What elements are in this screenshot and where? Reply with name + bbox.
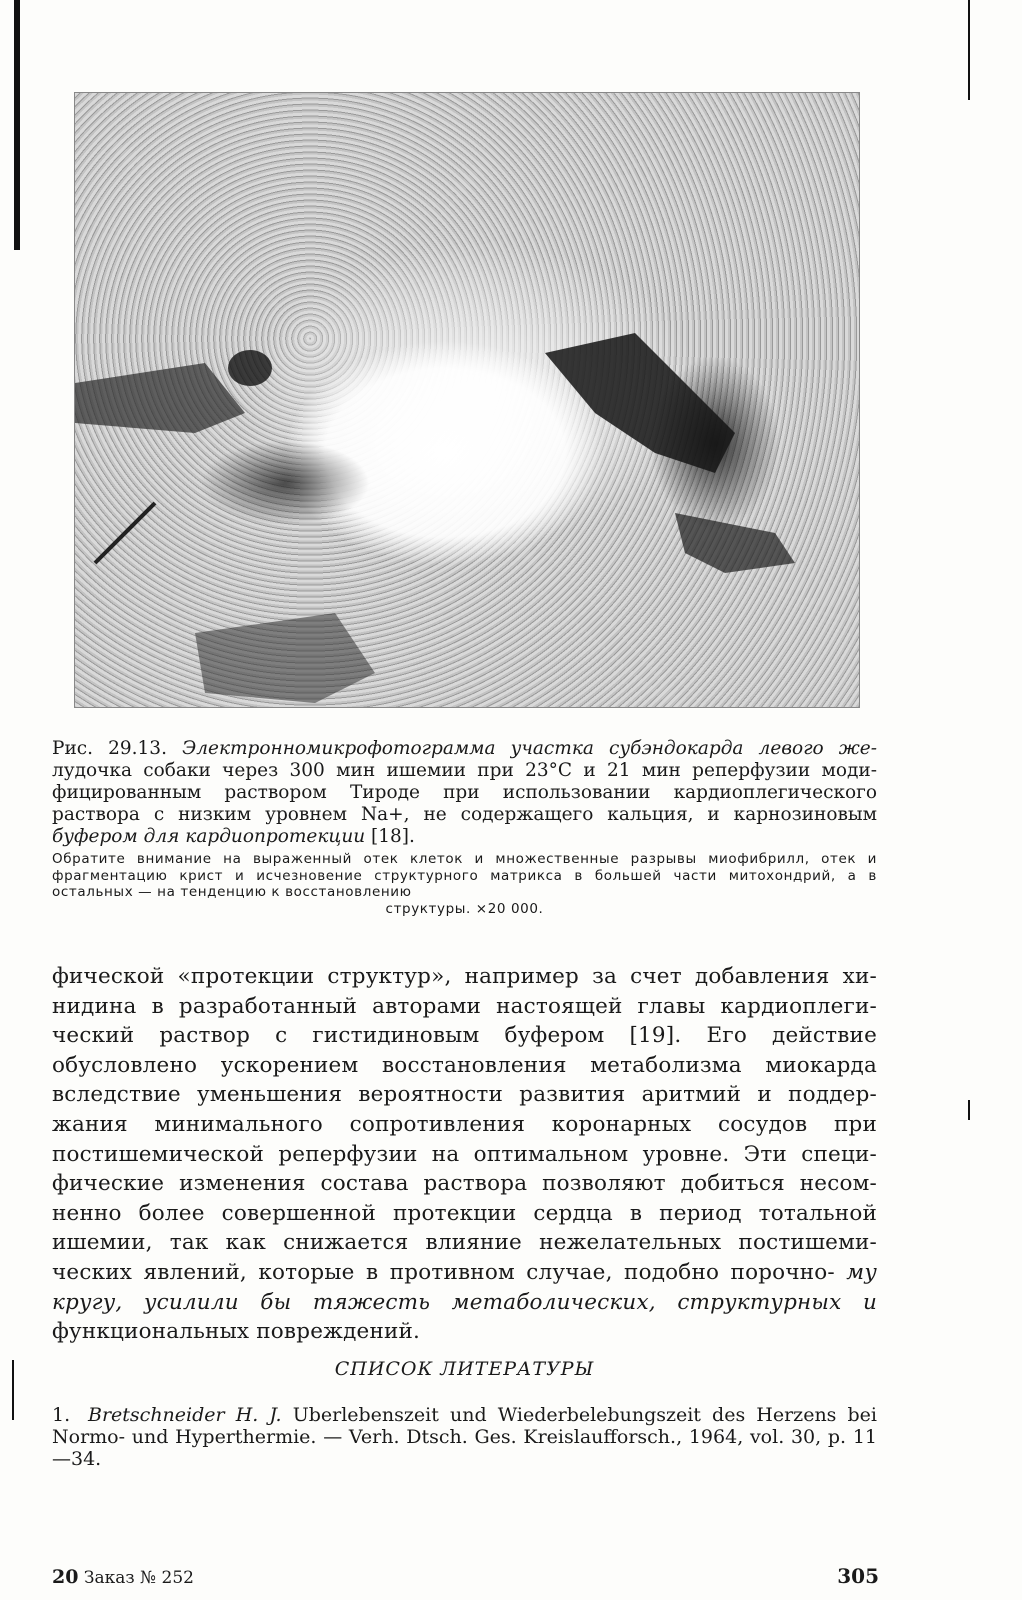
figure-label: Рис. 29.13. [52,738,167,759]
reference-authors: Bretschneider H. J. [88,1404,282,1426]
reference-text: Uberlebenszeit und Wiederbelebungszeit des Herzens bei Normo- und Hyperthermie. — Verh. Dtsch. Ges. Kreislaufforsch., 1964, vol. 30, p. 11—34. [52,1404,878,1470]
body-paragraph-italic: му кругу, усилили бы тяжесть метаболических, структурных и [52,1259,877,1315]
print-footer [52,1566,194,1588]
page-number: 305 [837,1564,879,1588]
figure-note-text: Обратите внимание на выраженный отек клеток и множественные разрывы миофибрилл, отек и фрагментацию крист и исчезновение структурного матрикса в большей части митохондрий, а в остальных — на тенденцию к восстановлению [52,851,877,900]
order-number: Заказ № 252 [83,1568,194,1588]
body-paragraph [52,962,877,1347]
caption-title-italic: Электронномикрофотограмма участка субэндокарда левого же- [182,738,878,759]
electron-micrograph-image [74,92,860,708]
left-margin-line [14,0,20,250]
left-margin-mark [12,1360,14,1420]
figure-note [52,851,877,917]
caption-title-rest: лудочка собаки через 300 мин ишемии при 23°С и 21 мин реперфузии моди-фицированным раствором Тироде при использовании кардиоплегического раствора с низким уровнем Na+, не содержащего кальция, и карнозиновым [52,760,877,825]
body-paragraph-end: функциональных повреждений. [52,1319,421,1345]
references-heading: СПИСОК ЛИТЕРАТУРЫ [334,1358,595,1380]
reference-item [52,1404,877,1470]
right-margin-line [968,0,970,100]
reference-number: 1. [52,1404,71,1426]
caption-title-end: буфером для кардиопротекции [52,826,366,847]
body-paragraph-text: фической «протекции структур», например за счет добавления хи-нидина в разработанный авторами настоящей главы кардиоплеги-ческий раствор с гистидиновым буфером [19]. Его действие обусловлено ускорением восстановления метаболизма миокарда вследствие уменьшения вероятности развития аритмий и поддер-жания минимального сопротивления коронарных сосудов при постишемической реперфузии на оптимальном уровне. Эти специ-фические изменения состава раствора позволяют добиться несом-ненно более совершенной протекции сердца в период тотальной ишемии, так как снижается влияние нежелательных постишеми-ческих явлений, которые в противном случае, подобно порочно- [52,964,877,1285]
right-margin-mark [968,1100,970,1120]
caption-reference: [18]. [371,826,415,847]
sheet-number: 20 [52,1566,79,1588]
figure-caption [52,738,877,848]
figure-note-magnification: структуры. ×20 000. [385,900,544,917]
